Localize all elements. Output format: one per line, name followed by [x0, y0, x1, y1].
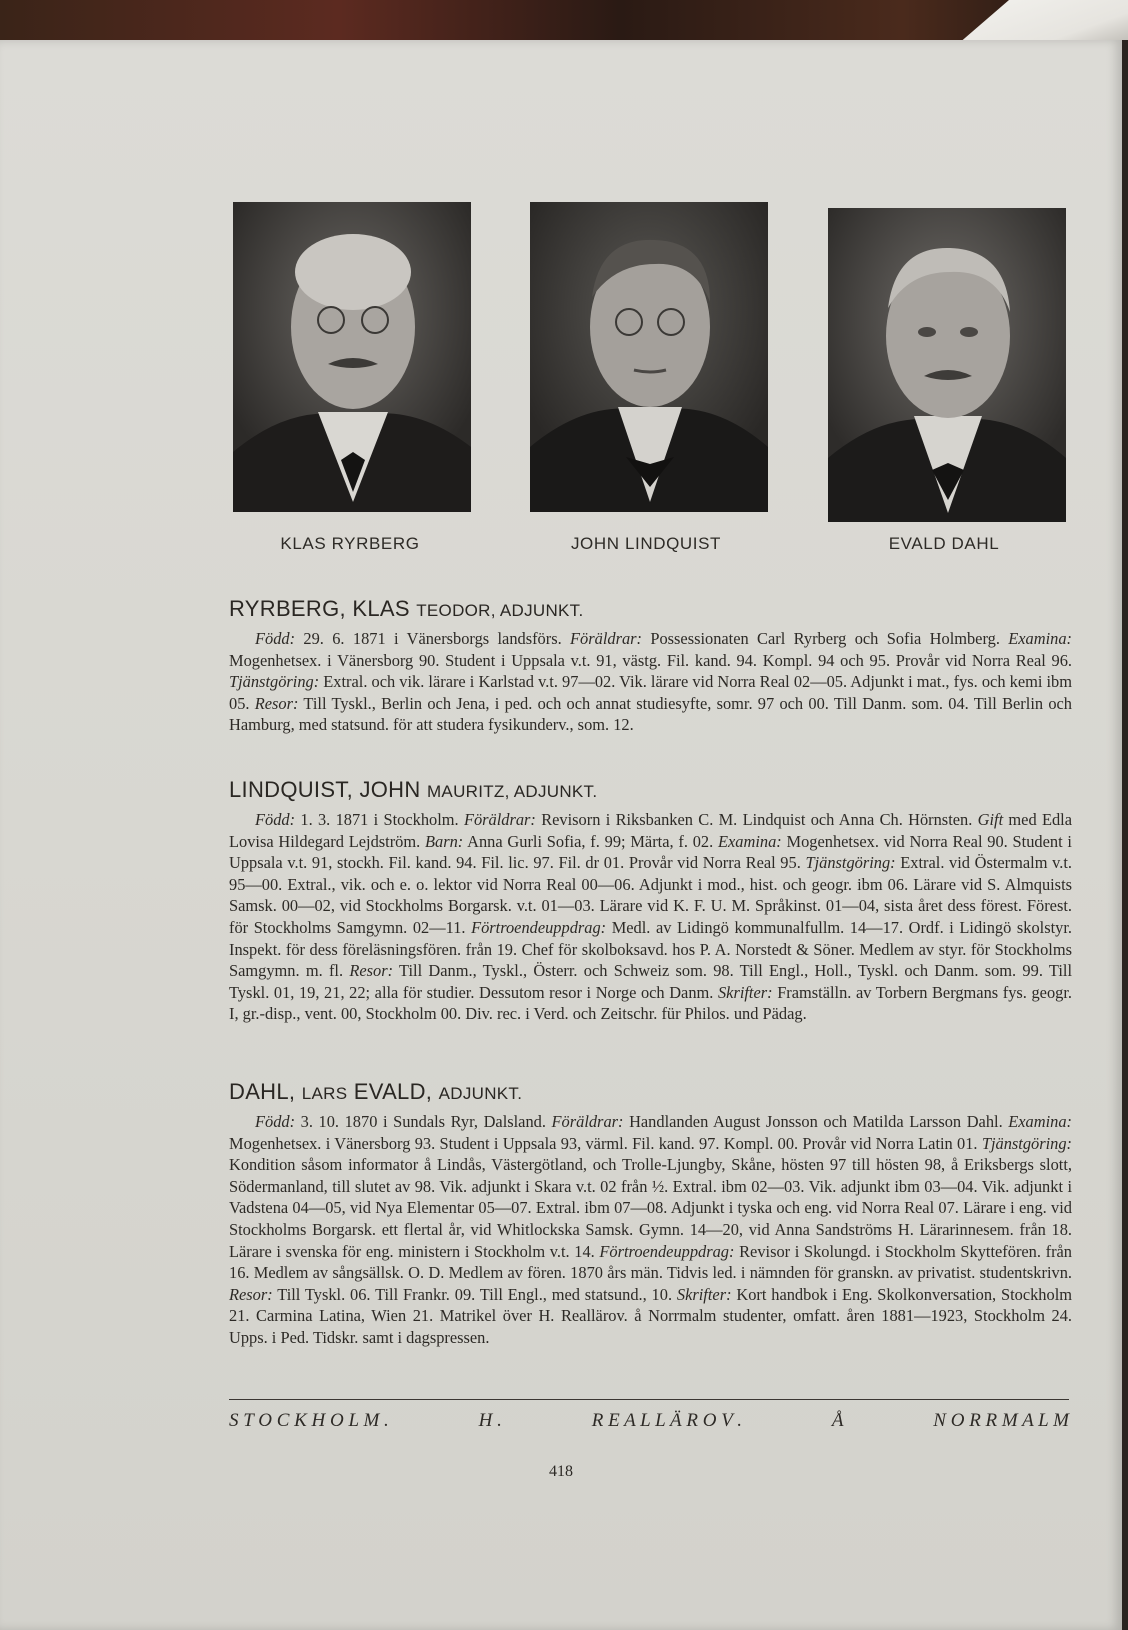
footer-rule	[229, 1399, 1069, 1400]
footer-mid-c: Å	[831, 1410, 844, 1431]
portrait-evald-dahl	[828, 208, 1066, 522]
entry-given-name-small: LARS	[301, 1084, 348, 1103]
caption-evald-dahl: EVALD DAHL	[888, 534, 1000, 553]
caption-john-lindquist: JOHN LINDQUIST	[570, 534, 722, 553]
field-label: Examina:	[1008, 629, 1072, 648]
field-label: Examina:	[1008, 1112, 1072, 1131]
entry-given-name: JOHN	[359, 777, 421, 802]
entry-title: TEODOR, ADJUNKT.	[416, 601, 584, 620]
entry-surname: RYRBERG,	[229, 596, 346, 621]
field-label: Gift	[977, 810, 1004, 829]
entry-given-name: EVALD,	[353, 1079, 433, 1104]
page-number: 418	[549, 1463, 573, 1480]
footer-right: N O R R M A L M	[933, 1410, 1069, 1431]
field-label: Skrifter:	[676, 1284, 732, 1304]
entry-surname: LINDQUIST,	[229, 777, 354, 802]
entry-title: MAURITZ, ADJUNKT.	[426, 782, 598, 801]
page-edge	[1122, 40, 1128, 1630]
field-label: Barn:	[424, 831, 464, 851]
field-label: Förtroendeuppdrag:	[471, 917, 607, 937]
caption-klas-ryrberg: KLAS RYRBERG	[280, 534, 420, 553]
field-label: Född:	[255, 810, 296, 829]
portrait-klas-ryrberg	[233, 202, 471, 512]
entry-dahl	[229, 1079, 1072, 1349]
entry-heading	[229, 596, 1072, 622]
book-page	[0, 40, 1122, 1630]
entry-body: Född: 29. 6. 1871 i Vänersborgs landsförs. Föräldrar: Possessionaten Carl Ryrberg och Sofia Holmberg. Examina: Mogenhetsex. i Vänersborg 90. Student i Uppsala v.t. 91, västg. Fil. kand. 94. Kompl. 94 och 95. Provår vid Norra Real 96. Tjänstgöring: Extral. och vik. lärare i Karlstad v.t. 97—02. Vik. lärare vid Norra Real 02—05. Adjunkt i mat., fys. och kemi ibm 05. Resor: Till Tyskl., Berlin och Jena, i ped. och och annat studiesyfte, somr. 97 och 00. Till Danm. som. 04. Till Berlin och Hamburg, med statsund. för att studera fysikunderv., som. 12.	[229, 629, 1072, 735]
portrait-john-lindquist	[530, 202, 768, 512]
field-label: Tjänstgöring:	[805, 853, 896, 873]
field-label: Förtroendeuppdrag:	[599, 1241, 735, 1261]
entry-title: ADJUNKT.	[438, 1084, 523, 1103]
field-label: Skrifter:	[717, 982, 773, 1002]
footer-mid-b: R E A L L Ä R O V .	[591, 1410, 742, 1431]
footer-left: S T O C K H O L M .	[229, 1410, 389, 1431]
field-label: Resor:	[229, 1284, 273, 1304]
entry-heading	[229, 1079, 1072, 1105]
entry-given-name: KLAS	[352, 596, 410, 621]
running-footer	[229, 1410, 1069, 1432]
entry-ryrberg	[229, 596, 1072, 736]
field-label: Resor:	[254, 693, 299, 713]
entry-lindquist	[229, 777, 1072, 1025]
page-corner	[958, 0, 1128, 44]
field-label: Född:	[255, 629, 296, 648]
field-label: Föräldrar:	[551, 1112, 624, 1131]
field-label: Född:	[255, 1112, 296, 1131]
entry-body: Född: 3. 10. 1870 i Sundals Ryr, Dalsland. Föräldrar: Handlanden August Jonsson och Matilda Larsson Dahl. Examina: Mogenhetsex. i Vänersborg 93. Student i Uppsala 93, värml. Fil. kand. 97. Kompl. 00. Provår vid Norra Latin 01. Tjänstgöring: Kondition såsom informator å Lindås, Västergötland, och Trolle-Ljungby, Skåne, hösten 97 till hösten 98, å Eriksbergs slott, Södermanland, till slutet av 98. Vik. adjunkt i Skara v.t. 02 från ½. Extral. ibm 02—03. Vik. adjunkt ibm 03—04. Vik. adjunkt i Vadstena 04—05, vid Nya Elementar 05—07. Extral. ibm 07—08. Adjunkt i tyska och eng. vid Norra Real 07. Lärare i eng. vid Stockholms Borgarsk. ett flertal år, vid Whitlockska Samsk. Gymn. 14—20, vid Anna Sandströms H. Lärarinnesem. från 18. Lärare i svenska för eng. ministern i Stockholm v.t. 14. Förtroendeuppdrag: Revisor i Skolungd. i Stockholm Skyttefören. från 16. Medlem av sångsällsk. O. D. Medlem av fören. 1870 års män. Tidvis led. i nämnden för granskn. av privatist. studentskrivn. Resor: Till Tyskl. 06. Till Frankr. 09. Till Engl., med statsund., 10. Skrifter: Kort handbok i Eng. Skolkonversation, Stockholm 21. Carmina Latina, Wien 21. Matrikel över H. Reallärov. å Norrmalm studenter, omfatt. åren 1881—1923, Stockholm 24. Upps. i Ped. Tidskr. samt i dagspressen.	[229, 1112, 1073, 1347]
footer-mid-a: H .	[478, 1410, 502, 1431]
field-label: Examina:	[718, 831, 782, 851]
book-binding-strip	[0, 0, 1128, 44]
field-label: Tjänstgöring:	[981, 1133, 1072, 1153]
field-label: Resor:	[349, 961, 394, 981]
entry-surname: DAHL,	[229, 1079, 296, 1104]
field-label: Föräldrar:	[570, 629, 642, 648]
entry-body: Född: 1. 3. 1871 i Stockholm. Föräldrar: Revisorn i Riksbanken C. M. Lindquist och Anna Ch. Hörnsten. Gift med Edla Lovisa Hildegard Lejdström. Barn: Anna Gurli Sofia, f. 99; Märta, f. 02. Examina: Mogenhetsex. vid Norra Real 90. Student i Uppsala v.t. 91, stockh. Fil. kand. 94. Fil. lic. 97. Fil. dr 01. Provår vid Norra Real 95. Tjänstgöring: Extral. vid Östermalm v.t. 95—00. Extral., vik. och e. o. lektor vid Norra Real 00—06. Adjunkt i mod., hist. och geogr. ibm 06. Lärare vid S. Almquists Samsk. 00—02, vid Stockholms Borgarsk. v.t. 01—03. Lärare vid K. F. U. M. Språkinst. 01—04, sista året dess förest. Förest. för Stockholms Samgymn. 02—11. Förtroendeuppdrag: Medl. av Lidingö kommunalfullm. 14—17. Ordf. i Lidingö skolstyr. Inspekt. för dess föreläsningsfören. från 19. Chef för skolboksavd. hos P. A. Norstedt & Söner. Medlem av styr. för Stockholms Samgymn. m. fl. Resor: Till Danm., Tyskl., Österr. och Schweiz som. 98. Till Engl., Holl., Tyskl. och Danm. som. 99. Till Tyskl. 01, 19, 21, 22; alla för studier. Dessutom resor i Norge och Danm. Skrifter: Framställn. av Torbern Bergmans fys. geogr. I, gr.-disp., vent. 00, Stockholm 00. Div. rec. i Verd. och Zeitschr. für Philos. und Pädag.	[229, 810, 1072, 1024]
field-label: Tjänstgöring:	[229, 672, 320, 692]
entry-heading	[229, 777, 1072, 803]
field-label: Föräldrar:	[463, 810, 536, 829]
